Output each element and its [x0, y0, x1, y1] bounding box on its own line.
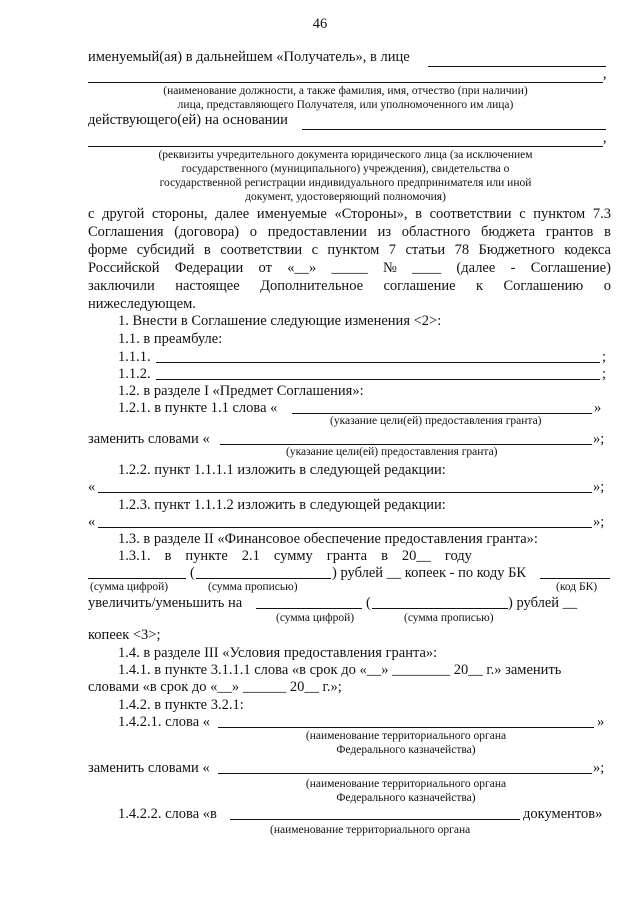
item-1-4-1-cont: словами «в срок до «__» ______ 20__ г.»;: [88, 679, 342, 695]
quote: «: [88, 479, 96, 495]
fill-line: [428, 66, 606, 67]
note-treasury: (наименование территориального органа: [305, 778, 507, 790]
comma: ,: [603, 66, 607, 82]
recipient-intro: именуемый(ая) в дальнейшем «Получатель», в лице: [88, 49, 410, 65]
item-1-1-2: 1.1.2.: [118, 366, 151, 382]
rubles: ) рублей __: [508, 595, 578, 611]
item-1-4-2: 1.4.2. в пункте 3.2.1:: [118, 697, 244, 713]
semicolon: ;: [602, 349, 607, 365]
page-number: 46: [312, 16, 328, 32]
quote: »: [597, 714, 605, 730]
item-1-2: 1.2. в разделе I «Предмет Соглашения»:: [118, 383, 364, 399]
fill-line: [196, 578, 331, 579]
rubles-kopecks-bk: ) рублей __ копеек - по коду БК: [332, 565, 527, 581]
fill-line: [88, 82, 603, 83]
note-requisites: государственного (муниципального) учреждения), свидетельства о: [181, 163, 510, 175]
semicolon: ;: [602, 366, 607, 382]
item-1-4-2-2: 1.4.2.2. слова «в: [118, 806, 217, 822]
quote: »;: [593, 514, 605, 530]
para-line: нижеследующем.: [88, 296, 196, 312]
item-1-3: 1.3. в разделе II «Финансовое обеспечение предоставления гранта»:: [118, 531, 538, 547]
increase-decrease: увеличить/уменьшить на: [88, 595, 243, 611]
quote: »;: [593, 760, 605, 776]
note-code-bk: (код БК): [556, 581, 598, 593]
quote: «: [88, 514, 96, 530]
note-position: лица, представляющего Получателя, или уполномоченного им лица): [177, 99, 514, 111]
paren: (: [366, 595, 371, 611]
item-1-2-2: 1.2.2. пункт 1.1.1.1 изложить в следующей редакции:: [118, 462, 446, 478]
quote: »: [594, 400, 602, 416]
replace-words: заменить словами «: [88, 760, 210, 776]
replace-words: заменить словами «: [88, 431, 210, 447]
fill-line: [372, 608, 508, 609]
item-1-4: 1.4. в разделе III «Условия предоставления гранта»:: [118, 645, 438, 661]
fill-line: [218, 727, 594, 728]
paren: (: [190, 565, 195, 581]
documents: документов»: [523, 806, 603, 822]
fill-line: [88, 146, 603, 147]
quote: »;: [593, 431, 605, 447]
para-line: заключили настоящее Дополнительное соглашение к Соглашению о: [88, 278, 611, 294]
note-sum-words: (сумма прописью): [404, 612, 494, 624]
acting-basis: действующего(ей) на основании: [88, 112, 288, 128]
note-sum-digits: (сумма цифрой): [90, 581, 169, 593]
item-1-1: 1.1. в преамбуле:: [118, 331, 223, 347]
note-requisites: документ, удостоверяющий полномочия): [245, 191, 446, 203]
para-line: с другой стороны, далее именуемые «Стороны», в соответствии с пунктом 7.3: [88, 206, 611, 222]
item-1-1-1: 1.1.1.: [118, 349, 151, 365]
note-treasury: (наименование территориального органа: [270, 824, 471, 836]
fill-line: [98, 492, 592, 493]
fill-line: [156, 379, 600, 380]
kopecks: копеек <3>;: [88, 627, 161, 643]
note-goal: (указание цели(ей) предоставления гранта): [286, 446, 498, 458]
fill-line: [156, 362, 600, 363]
note-sum-digits: (сумма цифрой): [276, 612, 355, 624]
para-line: форме субсидий в соответствии с пунктом 7 статьи 78 Бюджетного кодекса: [88, 242, 611, 258]
item-1-4-2-1: 1.4.2.1. слова «: [118, 714, 211, 730]
fill-line: [302, 129, 606, 130]
comma: ,: [603, 130, 607, 146]
fill-line: [218, 773, 592, 774]
note-position: (наименование должности, а также фамилия, имя, отчество (при наличии): [163, 85, 528, 97]
item-1-3-1: 1.3.1. в пункте 2.1 сумму гранта в 20__ году: [118, 548, 472, 564]
fill-line: [256, 608, 362, 609]
note-requisites: (реквизиты учредительного документа юридического лица (за исключением: [158, 149, 533, 161]
item-1-2-1: 1.2.1. в пункте 1.1 слова «: [118, 400, 278, 416]
note-sum-words: (сумма прописью): [208, 581, 298, 593]
fill-line: [230, 819, 520, 820]
item-1: 1. Внести в Соглашение следующие изменения <2>:: [118, 313, 442, 329]
para-line: Российской Федерации от «__» _____ № ____ (далее - Соглашение): [88, 260, 611, 276]
note-treasury: Федерального казначейства): [336, 792, 476, 804]
note-requisites: государственной регистрации индивидуального предпринимателя или иной: [159, 177, 532, 189]
fill-line: [540, 578, 610, 579]
para-line: Соглашения (договора) о предоставлении из областного бюджета грантов в: [88, 224, 611, 240]
fill-line: [88, 578, 186, 579]
fill-line: [98, 527, 592, 528]
note-treasury: Федерального казначейства): [336, 744, 476, 756]
item-1-2-3: 1.2.3. пункт 1.1.1.2 изложить в следующей редакции:: [118, 497, 446, 513]
note-treasury: (наименование территориального органа: [305, 730, 507, 742]
note-goal: (указание цели(ей) предоставления гранта): [330, 415, 542, 427]
item-1-4-1: 1.4.1. в пункте 3.1.1.1 слова «в срок до «__» ________ 20__ г.» заменить: [118, 662, 562, 678]
quote: »;: [593, 479, 605, 495]
